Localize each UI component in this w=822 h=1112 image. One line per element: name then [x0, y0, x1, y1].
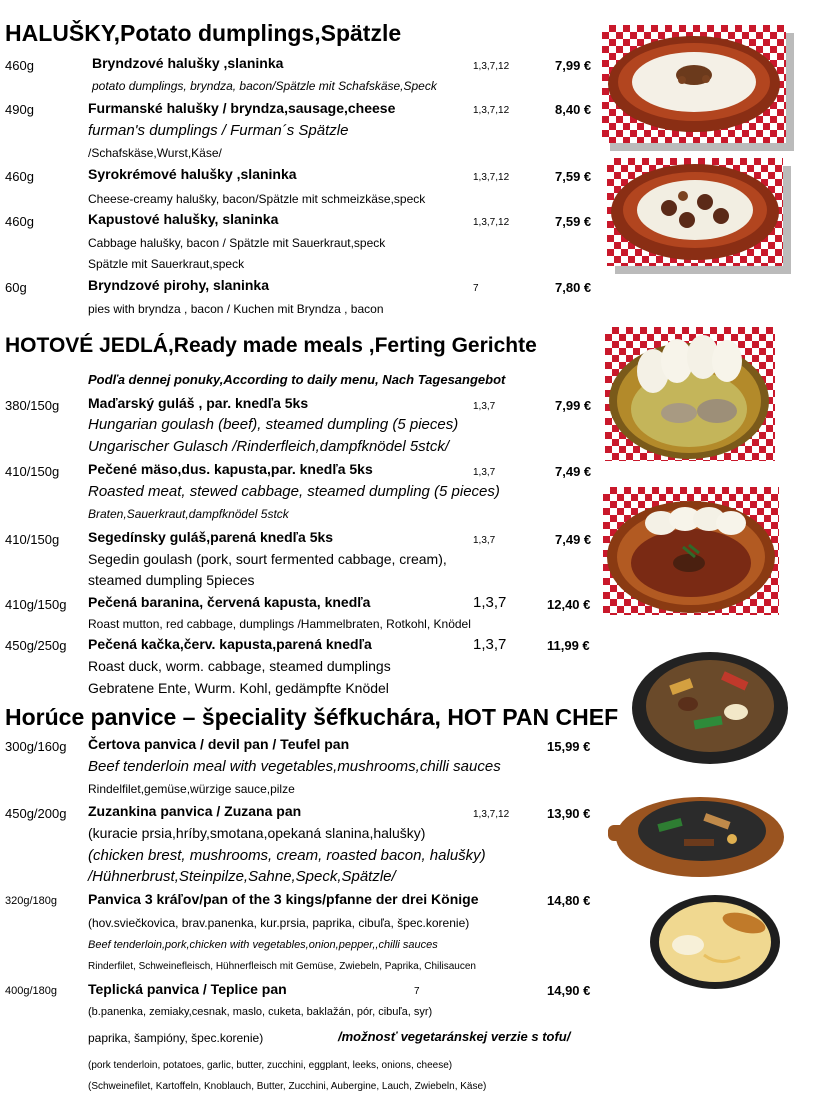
item-weight: 450g/200g — [5, 806, 67, 821]
item-name: Bryndzové pirohy, slaninka — [88, 277, 270, 293]
item-description: Beef tenderloin meal with vegetables,mushrooms,chilli sauces — [88, 758, 501, 775]
daily-menu-note: Podľa dennej ponuky,According to daily menu, Nach Tagesangebot — [88, 372, 506, 387]
item-weight: 320g/180g — [5, 895, 57, 907]
item-price: 7,99 € — [555, 58, 592, 73]
item-price: 14,80 € — [547, 893, 591, 908]
item-price: 11,99 € — [547, 638, 590, 653]
item-description: (hov.sviečkovica, brav.panenka, kur.prsia, paprika, cibuľa, špec.korenie) — [88, 916, 470, 930]
item-price: 7,49 € — [555, 464, 592, 479]
item-description: Rindelfilet,gemüse,würzige sauce,pilze — [88, 782, 295, 796]
item-price: 7,49 € — [555, 532, 592, 547]
item-allergens: 1,3,7 — [473, 467, 496, 478]
item-description: Roasted meat, stewed cabbage, steamed dumpling (5 pieces) — [88, 483, 500, 500]
item-price: 12,40 € — [547, 597, 591, 612]
item-name: Zuzankina panvica / Zuzana pan — [88, 803, 302, 819]
item-allergens: 7 — [414, 986, 420, 997]
item-description: Roast duck, worm. cabbage, steamed dumplings — [88, 658, 391, 674]
item-description: Braten,Sauerkraut,dampfknödel 5stck — [88, 507, 289, 521]
item-allergens: 1,3,7,12 — [473, 809, 510, 820]
item-name: Bryndzové halušky ,slaninka — [92, 55, 284, 71]
item-description: (Schweinefilet, Kartoffeln, Knoblauch, Butter, Zucchini, Aubergine, Lauch, Zwiebeln, Käse) — [88, 1081, 487, 1092]
item-price: 13,90 € — [547, 806, 591, 821]
item-allergens: 1,3,7,12 — [473, 61, 510, 72]
item-description: Beef tenderloin,pork,chicken with vegetables,onion,pepper,,chilli sauces — [88, 939, 438, 951]
item-description: Cabbage halušky, bacon / Spätzle mit Sauerkraut,speck — [88, 236, 386, 250]
item-name: Syrokrémové halušky ,slaninka — [88, 166, 297, 182]
item-name: Pečené mäso,dus. kapusta,par. knedľa 5ks — [88, 461, 373, 477]
item-weight: 410/150g — [5, 464, 60, 479]
item-allergens: 1,3,7,12 — [473, 172, 510, 183]
segedin-goulash-photo — [603, 487, 779, 615]
item-description: pies with bryndza , bacon / Kuchen mit Bryndza , bacon — [88, 302, 384, 316]
item-weight: 410g/150g — [5, 597, 67, 612]
three-kings-pan-photo — [648, 893, 782, 991]
item-price: 8,40 € — [555, 102, 592, 117]
item-description: /Schafskäse,Wurst,Käse/ — [88, 146, 222, 160]
item-description: Rinderfilet, Schweinefleisch, Hühnerfleisch mit Gemüse, Zwiebeln, Paprika, Chilisaucen — [88, 961, 476, 972]
item-description: (b.panenka, zemiaky,cesnak, maslo, cuketa, baklažán, pór, cibuľa, syr) — [88, 1006, 433, 1018]
item-price: 14,90 € — [547, 983, 591, 998]
item-description: steamed dumpling 5pieces — [88, 572, 255, 588]
item-weight: 400g/180g — [5, 985, 57, 997]
item-name: Teplická panvica / Teplice pan — [88, 981, 287, 997]
item-allergens: 1,3,7 — [473, 636, 507, 653]
halusky-photo — [602, 25, 786, 143]
item-weight: 460g — [5, 214, 34, 229]
item-name: Pečená baranina, červená kapusta, knedľa — [88, 594, 371, 610]
item-description: Hungarian goulash (beef), steamed dumpling (5 pieces) — [88, 416, 459, 433]
item-weight: 490g — [5, 102, 34, 117]
item-weight: 460g — [5, 58, 34, 73]
item-weight: 450g/250g — [5, 638, 67, 653]
item-description: Roast mutton, red cabbage, dumplings /Hammelbraten, Rotkohl, Knödel — [88, 617, 471, 631]
halusky-sausage-photo — [607, 158, 783, 266]
item-weight: 380/150g — [5, 398, 60, 413]
item-description: potato dumplings, bryndza, bacon/Spätzle mit Schafskäse,Speck — [92, 79, 437, 93]
item-price: 7,59 € — [555, 214, 592, 229]
item-description: (chicken brest, mushrooms, cream, roasted bacon, halušky) — [88, 847, 486, 864]
item-name: Čertova panvica / devil pan / Teufel pan — [88, 736, 350, 752]
zuzana-pan-photo — [608, 781, 784, 881]
item-name: Panvica 3 kráľov/pan of the 3 kings/pfanne der drei Könige — [88, 891, 479, 907]
item-description: paprika, šampióny, špec.korenie) — [88, 1031, 264, 1045]
item-name: Maďarský guláš , par. knedľa 5ks — [88, 395, 309, 411]
item-allergens: 1,3,7,12 — [473, 217, 510, 228]
item-description: (pork tenderloin, potatoes, garlic, butter, zucchini, eggplant, leeks, onions, cheese) — [88, 1060, 453, 1071]
item-allergens: 1,3,7 — [473, 594, 507, 611]
item-description: /Hühnerbrust,Steinpilze,Sahne,Speck,Spätzle/ — [88, 868, 396, 885]
item-weight: 460g — [5, 169, 34, 184]
item-price: 15,99 € — [547, 739, 591, 754]
section-title-halusky: HALUŠKY,Potato dumplings,Spätzle — [5, 20, 402, 46]
item-allergens: 1,3,7,12 — [473, 105, 510, 116]
item-price: 7,80 € — [555, 280, 592, 295]
item-description: Ungarischer Gulasch /Rinderfleich,dampfknödel 5stck/ — [88, 438, 450, 455]
item-description: Spätzle mit Sauerkraut,speck — [88, 257, 245, 271]
item-name: Pečená kačka,červ. kapusta,parená knedľa — [88, 636, 372, 652]
section-title-hotove-jedla: HOTOVÉ JEDLÁ,Ready made meals ,Ferting Gerichte — [5, 334, 537, 357]
vegetarian-note: /možnosť vegetaránskej verzie s tofu/ — [338, 1029, 571, 1044]
item-weight: 60g — [5, 280, 27, 295]
devil-pan-photo — [630, 646, 790, 766]
item-weight: 300g/160g — [5, 739, 67, 754]
item-description: (kuracie prsia,hríby,smotana,opekaná slanina,halušky) — [88, 825, 426, 841]
item-description: Gebratene Ente, Wurm. Kohl, gedämpfte Knödel — [88, 680, 389, 696]
item-weight: 410/150g — [5, 532, 60, 547]
item-allergens: 7 — [473, 283, 479, 294]
item-name: Segedínsky guláš,parená knedľa 5ks — [88, 529, 334, 545]
item-description: Segedin goulash (pork, sourt fermented cabbage, cream), — [88, 551, 447, 567]
item-price: 7,59 € — [555, 169, 592, 184]
item-description: Cheese-creamy halušky, bacon/Spätzle mit schmeizkäse,speck — [88, 192, 426, 206]
item-name: Kapustové halušky, slaninka — [88, 211, 279, 227]
goulash-photo — [605, 327, 775, 461]
section-title-hot-pan: Horúce panvice – špeciality šéfkuchára, HOT PAN CHEF — [5, 704, 619, 730]
item-price: 7,99 € — [555, 398, 592, 413]
item-description: furman's dumplings / Furman´s Spätzle — [88, 122, 349, 139]
item-allergens: 1,3,7 — [473, 535, 496, 546]
item-allergens: 1,3,7 — [473, 401, 496, 412]
item-name: Furmanské halušky / bryndza,sausage,cheese — [88, 100, 396, 116]
